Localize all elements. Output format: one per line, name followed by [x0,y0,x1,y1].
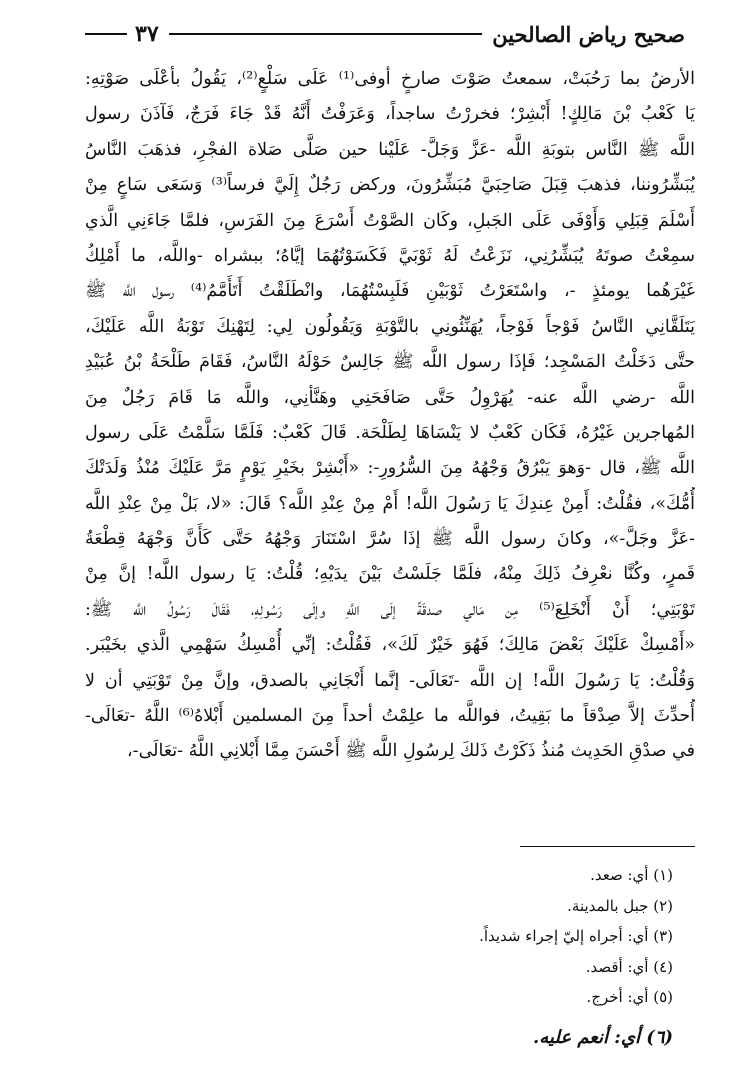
book-title: صحيح رياض الصالحين [492,21,685,47]
body-line: «أَمْسِكْ عَلَيْكَ بَعْضَ مَالِكَ؛ فَهُوَ خَيْرٌ لَكَ»، فَقُلْتُ: إنِّي أُمْسِكُ سَهْمِي الَّذي بخَيْبَر. [85,635,695,656]
page-header [85,14,685,54]
body-line: اللَّه -رضي اللَّه عنه- يُهَرْوِلُ حَتَّى صَافَحَنِي وهَنَّأنِي، واللَّه مَا قَامَ رَجُلٌ مِنَ [85,387,695,408]
body-line: تَوْبَتِي؛ أَنْ أَنْخَلِعَ⁽⁵⁾ مِن مَالي صدقَةً إلَى اللَّهِ وإلَى رَسُولِهِ، فَقَالَ رَسُولُ اللَّه ﷺ: [85,599,695,620]
body-line: الأرضُ بما رَحُبَتْ، سمعتُ صَوْتَ صارخٍ أوفى⁽¹⁾ عَلَى سَلْعٍ⁽²⁾، يَقُولُ بأعْلَى صَوْتِهِ: [85,69,695,89]
body-line: المُهاجرين غَيْرُهُ، فَكَان كَعْبٌ لا يَنْسَاهَا لِطَلْحَة. قَالَ كَعْبٌ: فَلَمَّا سَلَّمْتُ عَلَى رسول [85,422,695,443]
body-line: قَمرٍ، وكُنَّا نعْرِفُ ذَلِكَ مِنْهُ، فلَمَّا جَلَسْتُ بَيْنَ يدَيْهِ؛ قُلْتُ: يَا رسول اللَّه! إنَّ مِنْ [85,564,695,585]
footnote: (٢) جبل بالمدينة. [567,896,673,915]
footnote: (٣) أي: أجراه إليّ إجراء شديداً. [479,927,673,945]
body-line: يَتَلَقَّانِي النَّاسُ فَوْجاً فَوْجاً، يُهَنِّئُونِي بالتَّوْبَةِ وَيَقُولُون لِي: لِتَهْنِكَ تَوْبَةُ اللَّه عَلَيْكَ، [85,316,695,337]
body-line: -عَزَّ وجَلَّ-»، وكانَ رسول اللَّه ﷺ إذَا سُرَّ اسْتَنَارَ وَجْهُهُ حَتَّى كَأَنَّ وَجْهَهُ قِطْعَةُ [85,529,695,550]
body-line: حتَّى دَخَلْتُ المَسْجِد؛ فَإذَا رسول اللَّه ﷺ جَالِسٌ حَوْلَهُ النَّاسُ، فَقَامَ طَلْحَةُ بْنُ عُبَيْدِ [85,352,695,373]
footnotes [173,860,673,1053]
body-line: اللَّه ﷺ النَّاس بتوبَةِ اللَّه -عَزَّ وَجَلَّ- عَلَيْنا حين صَلَّى صَلاة الفجْرِ، فذهَبَ النَّاسُ [85,139,695,160]
page-number: ٣٧ [135,21,159,47]
body-line: أَسْلَمَ قِبَلِي وَأَوْفَى عَلَى الجَبلِ، وكَان الصَّوْتُ أَسْرَعَ مِنَ الفَرَسِ، فلمَّا جَاءَنِي الَّذي [85,210,695,231]
footnote: (٥) أي: أخرج. [586,988,673,1006]
body-text [85,62,695,770]
footnote: (٤) أي: أقصد. [585,957,673,976]
footnote-handwritten: (٦) أي: أنعم عليه. [533,1026,673,1048]
footnote-separator [520,846,695,847]
body-line: غَيْرَهُما يومئذٍ -، واسْتَعَرْتُ ثَوْبَيْنِ فَلَبِسْتُهُمَا، وانْطَلَقْتُ أَتَأَمَّمُ⁽⁴⁾ رسول اللَّه ﷺ [85,281,695,302]
body-line: أُحدِّثَ إلاَّ صِدْقاً ما بَقِيتُ، فواللَّه ما علِمْتُ أحداً مِنَ المسلمين أَبْلاهُ⁽⁶⁾ اللَّهُ -تعَالَى- [85,706,695,727]
header-rule-short [85,33,127,35]
footnote: (١) أي: صعد. [590,866,673,884]
body-line: يُبَشِّرُوننا، فذهبَ قِبَلَ صَاحِبَيَّ مُبَشِّرُونَ، وركض رَجُلٌ إِلَيَّ فرساً⁽³⁾ وَسَعَى سَاعٍ مِنْ [85,175,695,196]
body-line: سمِعْتُ صوتَهُ يُبَشِّرُنِي، نَزَعْتُ لَهُ ثَوْبَيَّ فَكَسَوْتُهُمَا إيَّاهُ؛ ببشراه -واللَّه، ما أَمْلِكُ [85,245,695,266]
body-line: أُمُّكَ»، فقُلْتُ: أَمِنْ عِندِكَ يَا رَسُولَ اللَّه! أَمْ مِنْ عِنْدِ اللَّه؟ قَالَ: «لا، بَلْ مِنْ عِنْدِ اللَّه [85,493,695,514]
body-line: وَقُلْتُ: يَا رَسُولَ اللَّه! إن اللَّه -تَعَالَى- إنَّما أَنْجَانِي بالصدق، وإنَّ مِنْ تَوْبَتِي أن لا [85,670,695,691]
header-rule [169,33,483,35]
body-line: يَا كَعْبُ بْنَ مَالِكٍ! أَبْشِرْ؛ فخررْتُ ساجداً، وَعَرَفْتُ أَنَّهُ قَدْ جَاءَ فَرَجٌ، فَآذَنَ رسول [85,104,695,125]
body-line: اللَّه ﷺ، قال -وَهوَ يَبْرُقُ وَجْهُهُ مِنَ السُّرُورِ-: «أَبْشِرْ بخَيْرِ يَوْمٍ مَرَّ عَلَيْكَ مُنْذُ وَلَدَتْكَ [85,458,695,479]
body-line: في صدْقِ الحَدِيث مُنذُ ذَكَرْتُ ذَلكَ لِرسُولِ اللَّه ﷺ أَحْسَنَ مِمَّا أَبْلانِي اللَّهُ -تعَالَى-، [127,741,695,762]
